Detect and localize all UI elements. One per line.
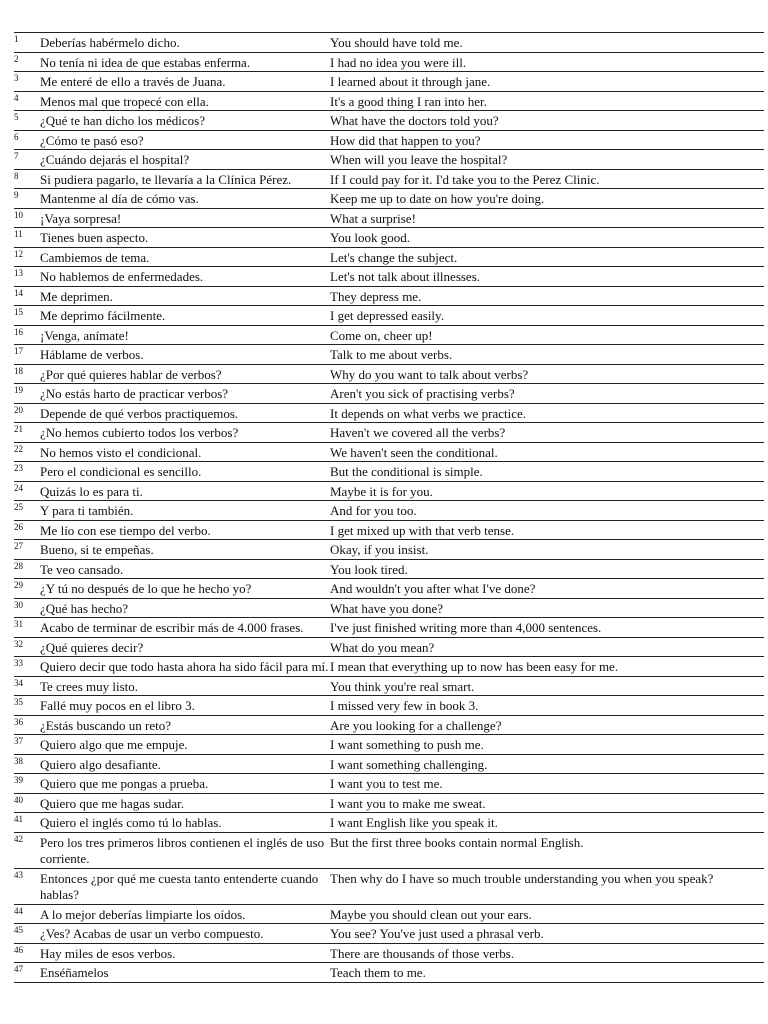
table-row <box>14 267 764 287</box>
english-translation: I mean that everything up to now has been easy for me. <box>330 659 619 674</box>
english-translation: I want English like you speak it. <box>330 815 498 830</box>
row-number: 25 <box>14 502 23 512</box>
spanish-phrase: ¿Cuándo dejarás el hospital? <box>40 152 190 167</box>
spanish-phrase: ¿Estás buscando un reto? <box>40 717 172 733</box>
table-row <box>14 150 764 170</box>
spanish-phrase: Quiero decir que todo hasta ahora ha sido fácil para mí. <box>40 659 329 674</box>
spanish-phrase: Hay miles de esos verbos. <box>40 945 176 961</box>
row-number: 47 <box>14 964 23 974</box>
english-translation: You think you're real smart. <box>330 678 475 694</box>
table-row <box>14 501 764 521</box>
english-translation: You see? You've just used a phrasal verb. <box>330 926 544 941</box>
english-translation: I want something to push me. <box>330 737 484 752</box>
row-number: 22 <box>14 443 23 454</box>
english-translation: Let's not talk about illnesses. <box>330 269 481 284</box>
row-number: 4 <box>14 92 19 103</box>
english-translation: Talk to me about verbs. <box>330 347 453 362</box>
spanish-phrase: Te veo cansado. <box>40 561 124 577</box>
row-number: 33 <box>14 658 23 668</box>
row-number: 19 <box>14 385 23 395</box>
row-number: 26 <box>14 521 23 532</box>
row-number: 34 <box>14 677 23 688</box>
row-number: 41 <box>14 814 23 824</box>
row-number: 42 <box>14 833 23 844</box>
table-row <box>14 423 764 443</box>
english-translation: We haven't seen the conditional. <box>330 444 498 460</box>
row-number: 30 <box>14 599 23 610</box>
spanish-phrase: Quiero algo que me empuje. <box>40 737 188 752</box>
row-number: 35 <box>14 697 23 707</box>
english-translation: I learned about it through jane. <box>330 74 491 89</box>
spanish-phrase: Entonces ¿por qué me cuesta tanto entenderte cuando hablas? <box>40 870 319 902</box>
english-translation: I want you to make me sweat. <box>330 795 486 811</box>
table-row <box>14 286 764 306</box>
english-translation: Maybe it is for you. <box>330 483 433 499</box>
table-row <box>14 247 764 267</box>
spanish-phrase: No hablemos de enfermedades. <box>40 269 204 284</box>
row-number: 18 <box>14 365 23 376</box>
spanish-phrase: ¡Vaya sorpresa! <box>40 210 122 226</box>
table-row <box>14 208 764 228</box>
english-translation: What do you mean? <box>330 639 435 655</box>
row-number: 31 <box>14 619 23 629</box>
table-row <box>14 325 764 345</box>
spanish-phrase: Me deprimo fácilmente. <box>40 308 166 323</box>
row-number: 44 <box>14 905 23 916</box>
table-row <box>14 442 764 462</box>
row-number: 27 <box>14 541 23 551</box>
english-translation: Keep me up to date on how you're doing. <box>330 191 545 206</box>
table-row <box>14 345 764 365</box>
english-translation: What have you done? <box>330 600 443 616</box>
table-row <box>14 793 764 813</box>
row-number: 5 <box>14 112 19 122</box>
spanish-phrase: ¿Ves? Acabas de usar un verbo compuesto. <box>40 926 264 941</box>
spanish-phrase: Menos mal que tropecé con ella. <box>40 93 209 109</box>
spanish-phrase: ¿Por qué quieres hablar de verbos? <box>40 366 222 382</box>
table-row <box>14 130 764 150</box>
table-row <box>14 169 764 189</box>
spanish-phrase: Enséñamelos <box>40 965 109 980</box>
english-translation: Haven't we covered all the verbs? <box>330 425 506 440</box>
english-translation: What a surprise! <box>330 210 416 226</box>
table-row <box>14 33 764 53</box>
spanish-phrase: A lo mejor deberías limpiarte los oídos. <box>40 906 246 922</box>
table-row <box>14 904 764 924</box>
row-number: 40 <box>14 794 23 805</box>
row-number: 39 <box>14 775 23 785</box>
spanish-phrase: ¿No hemos cubierto todos los verbos? <box>40 425 239 440</box>
table-row <box>14 52 764 72</box>
row-number: 2 <box>14 53 19 64</box>
spanish-phrase: No tenía ni idea de que estabas enferma. <box>40 54 251 70</box>
spanish-phrase: ¿Qué has hecho? <box>40 600 129 616</box>
phrase-sheet <box>14 32 764 983</box>
english-translation: Are you looking for a challenge? <box>330 717 502 733</box>
row-number: 14 <box>14 287 23 298</box>
spanish-phrase: Pero los tres primeros libros contienen el inglés de uso corriente. <box>40 834 325 866</box>
spanish-phrase: Mantenme al día de cómo vas. <box>40 191 199 206</box>
english-translation: Aren't you sick of practising verbs? <box>330 386 515 401</box>
spanish-phrase: Cambiemos de tema. <box>40 249 150 265</box>
table-row <box>14 579 764 599</box>
table-row <box>14 403 764 423</box>
row-number: 3 <box>14 73 19 83</box>
table-row <box>14 754 764 774</box>
table-row <box>14 868 764 904</box>
table-row <box>14 924 764 944</box>
table-row <box>14 618 764 638</box>
row-number: 24 <box>14 482 23 493</box>
row-number: 11 <box>14 229 23 239</box>
spanish-phrase: Y para ti también. <box>40 503 134 518</box>
row-number: 1 <box>14 34 19 44</box>
english-translation: But the first three books contain normal English. <box>330 834 584 850</box>
english-translation: They depress me. <box>330 288 422 304</box>
row-number: 16 <box>14 326 23 337</box>
row-number: 15 <box>14 307 23 317</box>
row-number: 38 <box>14 755 23 766</box>
spanish-phrase: Háblame de verbos. <box>40 347 144 362</box>
spanish-phrase: Me enteré de ello a través de Juana. <box>40 74 226 89</box>
table-row <box>14 228 764 248</box>
table-row <box>14 735 764 755</box>
english-translation: But the conditional is simple. <box>330 464 483 479</box>
spanish-phrase: Me deprimen. <box>40 288 113 304</box>
english-translation: Let's change the subject. <box>330 249 458 265</box>
row-number: 17 <box>14 346 23 356</box>
row-number: 6 <box>14 131 19 142</box>
spanish-phrase: Te crees muy listo. <box>40 678 139 694</box>
table-row <box>14 520 764 540</box>
row-number: 43 <box>14 869 23 880</box>
row-number: 28 <box>14 560 23 571</box>
english-translation: You look tired. <box>330 561 408 577</box>
english-translation: You should have told me. <box>330 35 463 50</box>
english-translation: Teach them to me. <box>330 965 426 980</box>
english-translation: It's a good thing I ran into her. <box>330 93 487 109</box>
english-translation: I want you to test me. <box>330 776 443 791</box>
spanish-phrase: Pero el condicional es sencillo. <box>40 464 202 479</box>
english-translation: Then why do I have so much trouble understanding you when you speak? <box>330 870 714 886</box>
table-row <box>14 72 764 92</box>
spanish-phrase: Fallé muy pocos en el libro 3. <box>40 698 195 713</box>
table-row <box>14 963 764 983</box>
row-number: 10 <box>14 209 23 220</box>
english-translation: And wouldn't you after what I've done? <box>330 581 536 596</box>
phrase-table <box>14 32 764 983</box>
table-row <box>14 111 764 131</box>
spanish-phrase: ¿Qué quieres decir? <box>40 639 144 655</box>
spanish-phrase: Deberías habérmelo dicho. <box>40 35 180 50</box>
row-number: 8 <box>14 170 19 181</box>
spanish-phrase: Tienes buen aspecto. <box>40 230 149 245</box>
row-number: 20 <box>14 404 23 415</box>
row-number: 21 <box>14 424 23 434</box>
spanish-phrase: Quiero algo desafiante. <box>40 756 161 772</box>
table-row <box>14 462 764 482</box>
row-number: 46 <box>14 944 23 955</box>
english-translation: Why do you want to talk about verbs? <box>330 366 529 382</box>
table-row <box>14 598 764 618</box>
row-number: 12 <box>14 248 23 259</box>
table-row <box>14 540 764 560</box>
table-row <box>14 481 764 501</box>
spanish-phrase: ¿Cómo te pasó eso? <box>40 132 144 148</box>
english-translation: It depends on what verbs we practice. <box>330 405 527 421</box>
table-row <box>14 189 764 209</box>
english-translation: I get depressed easily. <box>330 308 444 323</box>
table-row <box>14 715 764 735</box>
spanish-phrase: ¿Y tú no después de lo que he hecho yo? <box>40 581 252 596</box>
english-translation: If I could pay for it. I'd take you to the Perez Clinic. <box>330 171 600 187</box>
spanish-phrase: ¿No estás harto de practicar verbos? <box>40 386 229 401</box>
table-row <box>14 696 764 716</box>
table-row <box>14 813 764 833</box>
english-translation: I had no idea you were ill. <box>330 54 467 70</box>
spanish-phrase: No hemos visto el condicional. <box>40 444 202 460</box>
spanish-phrase: Quiero que me pongas a prueba. <box>40 776 209 791</box>
english-translation: Okay, if you insist. <box>330 542 429 557</box>
table-row <box>14 91 764 111</box>
spanish-phrase: Quiero que me hagas sudar. <box>40 795 185 811</box>
english-translation: What have the doctors told you? <box>330 113 499 128</box>
table-row <box>14 306 764 326</box>
table-row <box>14 364 764 384</box>
english-translation: I get mixed up with that verb tense. <box>330 522 515 538</box>
row-number: 13 <box>14 268 23 278</box>
table-row <box>14 637 764 657</box>
table-row <box>14 384 764 404</box>
phrase-table-body <box>14 33 764 983</box>
table-row <box>14 774 764 794</box>
spanish-phrase: Si pudiera pagarlo, te llevaría a la Clínica Pérez. <box>40 171 292 187</box>
spanish-phrase: ¡Venga, anímate! <box>40 327 129 343</box>
english-translation: You look good. <box>330 230 410 245</box>
spanish-phrase: Quiero el inglés como tú lo hablas. <box>40 815 222 830</box>
english-translation: There are thousands of those verbs. <box>330 945 515 961</box>
english-translation: I want something challenging. <box>330 756 488 772</box>
spanish-phrase: Me lío con ese tiempo del verbo. <box>40 522 211 538</box>
english-translation: I've just finished writing more than 4,000 sentences. <box>330 620 602 635</box>
english-translation: When will you leave the hospital? <box>330 152 508 167</box>
spanish-phrase: Depende de qué verbos practiquemos. <box>40 405 239 421</box>
table-row <box>14 676 764 696</box>
row-number: 37 <box>14 736 23 746</box>
english-translation: And for you too. <box>330 503 417 518</box>
table-row <box>14 657 764 677</box>
row-number: 45 <box>14 925 23 935</box>
row-number: 29 <box>14 580 23 590</box>
english-translation: Come on, cheer up! <box>330 327 433 343</box>
row-number: 36 <box>14 716 23 727</box>
row-number: 23 <box>14 463 23 473</box>
table-row <box>14 943 764 963</box>
spanish-phrase: Quizás lo es para ti. <box>40 483 143 499</box>
spanish-phrase: Bueno, si te empeñas. <box>40 542 154 557</box>
row-number: 9 <box>14 190 19 200</box>
row-number: 7 <box>14 151 19 161</box>
table-row <box>14 832 764 868</box>
spanish-phrase: Acabo de terminar de escribir más de 4.000 frases. <box>40 620 304 635</box>
table-row <box>14 559 764 579</box>
spanish-phrase: ¿Qué te han dicho los médicos? <box>40 113 205 128</box>
english-translation: I missed very few in book 3. <box>330 698 479 713</box>
english-translation: How did that happen to you? <box>330 132 481 148</box>
english-translation: Maybe you should clean out your ears. <box>330 906 532 922</box>
row-number: 32 <box>14 638 23 649</box>
